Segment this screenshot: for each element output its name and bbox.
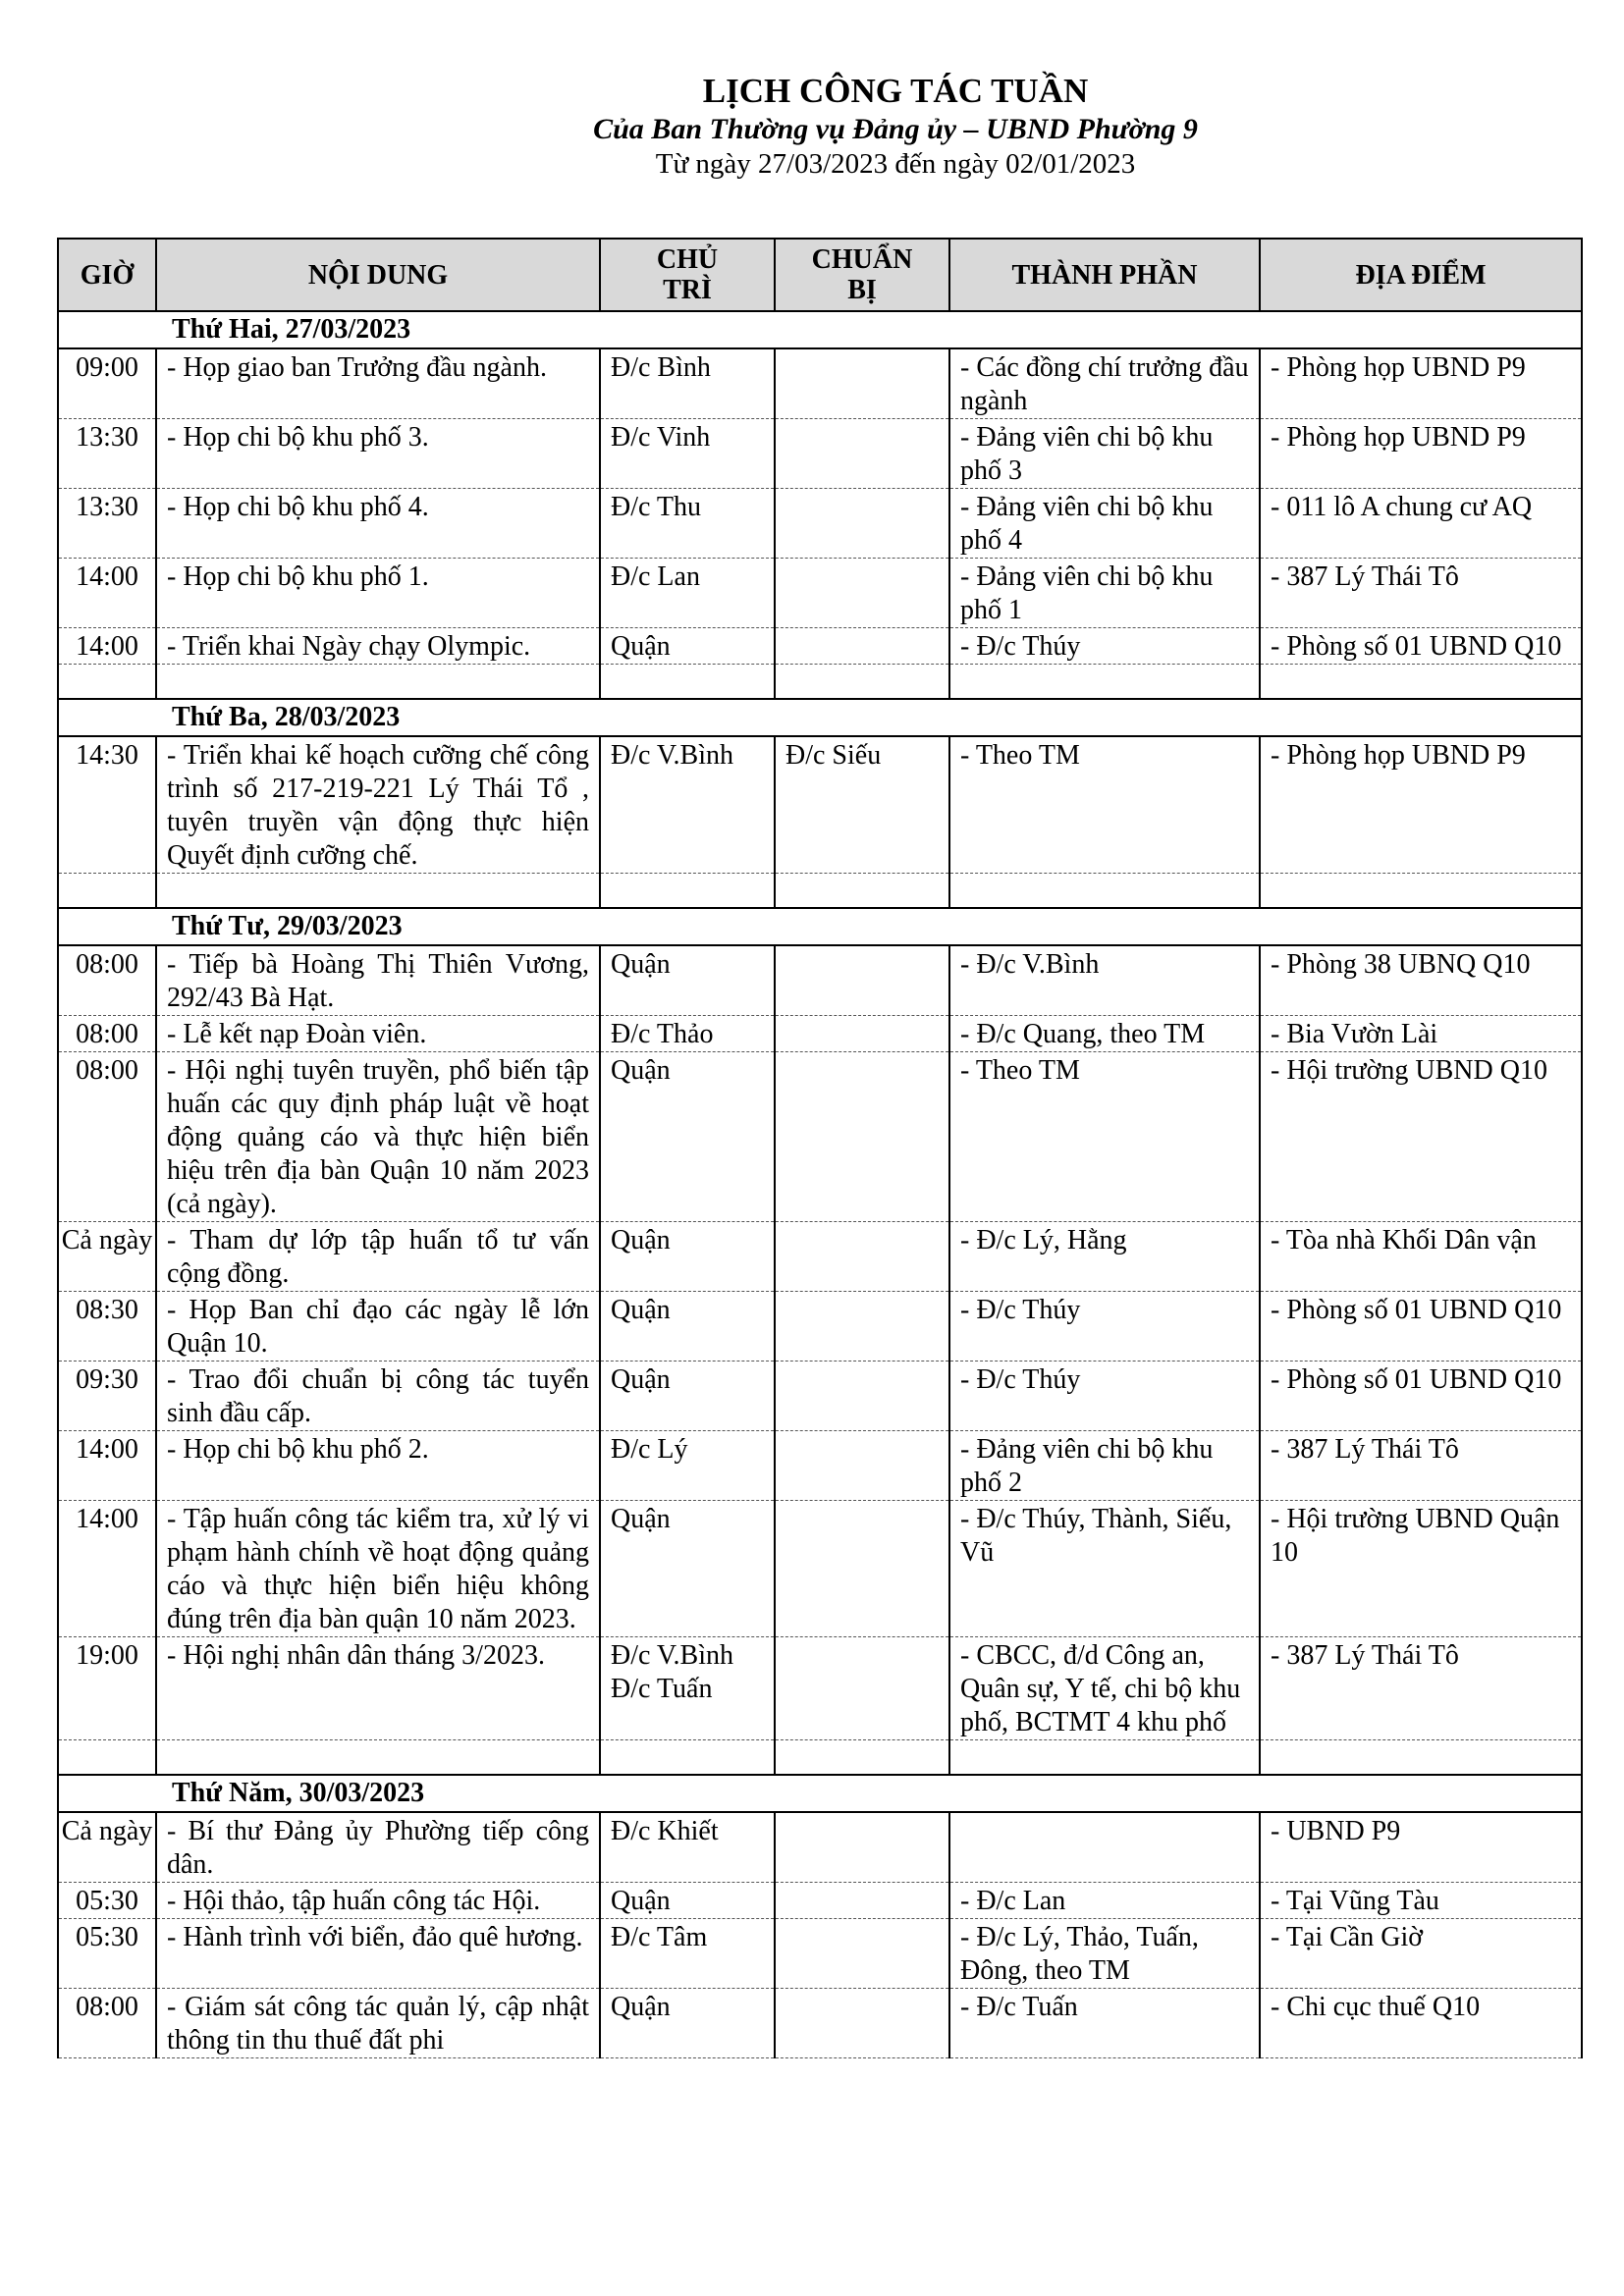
table-row xyxy=(58,489,1582,559)
chair-cell: Đ/c Vinh xyxy=(600,419,775,489)
empty-cell xyxy=(600,1740,775,1776)
chair-cell: Quận xyxy=(600,945,775,1016)
table-row xyxy=(58,1292,1582,1362)
day-label: Thứ Tư, 29/03/2023 xyxy=(58,908,1582,945)
column-header-prep xyxy=(775,239,949,311)
prep-cell xyxy=(775,945,949,1016)
document-title: LỊCH CÔNG TÁC TUẦN xyxy=(702,72,1089,110)
document-subtitle: Của Ban Thường vụ Đảng ủy – UBND Phường 9 xyxy=(593,113,1198,145)
prep-cell xyxy=(775,1431,949,1501)
empty-cell xyxy=(58,665,156,700)
table-row xyxy=(58,736,1582,874)
chair-cell: Đ/c Khiết xyxy=(600,1812,775,1883)
time-cell: 14:00 xyxy=(58,1431,156,1501)
location-cell: - 387 Lý Thái Tô xyxy=(1260,1637,1582,1740)
empty-row xyxy=(58,874,1582,909)
participants-cell: - Đảng viên chi bộ khu phố 2 xyxy=(949,1431,1260,1501)
table-row xyxy=(58,1989,1582,2058)
participants-cell: - Đ/c Thúy xyxy=(949,1362,1260,1431)
time-cell: 08:00 xyxy=(58,1989,156,2058)
content-cell: - Hội nghị tuyên truyền, phổ biến tập huấn các quy định pháp luật về hoạt động quảng cáo và thực hiện biển hiệu trên địa bàn Quận 10 năm 2023 (cả ngày). xyxy=(156,1052,600,1222)
time-cell: Cả ngày xyxy=(58,1812,156,1883)
column-header-location: ĐỊA ĐIỂM xyxy=(1260,239,1582,311)
content-cell: - Triển khai kế hoạch cưỡng chế công trình số 217-219-221 Lý Thái Tổ , tuyên truyền vận động thực hiện Quyết định cưỡng chế. xyxy=(156,736,600,874)
prep-cell xyxy=(775,1052,949,1222)
table-row xyxy=(58,1431,1582,1501)
schedule-table xyxy=(57,238,1583,2058)
empty-cell xyxy=(1260,1740,1582,1776)
prep-cell xyxy=(775,1637,949,1740)
participants-cell: - Đ/c Thúy, Thành, Siếu, Vũ xyxy=(949,1501,1260,1637)
content-cell: - Hành trình với biển, đảo quê hương. xyxy=(156,1919,600,1989)
location-cell: - Chi cục thuế Q10 xyxy=(1260,1989,1582,2058)
participants-cell: - Đ/c Tuấn xyxy=(949,1989,1260,2058)
date-range: Từ ngày 27/03/2023 đến ngày 02/01/2023 xyxy=(655,148,1136,180)
prep-cell xyxy=(775,628,949,665)
content-cell: - Tiếp bà Hoàng Thị Thiên Vương, 292/43 Bà Hạt. xyxy=(156,945,600,1016)
participants-cell: - Đảng viên chi bộ khu phố 3 xyxy=(949,419,1260,489)
participants-cell: - Đảng viên chi bộ khu phố 4 xyxy=(949,489,1260,559)
time-cell: 13:30 xyxy=(58,419,156,489)
chair-cell: Quận xyxy=(600,1501,775,1637)
prep-cell xyxy=(775,1362,949,1431)
empty-cell xyxy=(58,874,156,909)
content-cell: - Hội thảo, tập huấn công tác Hội. xyxy=(156,1883,600,1919)
table-row xyxy=(58,1501,1582,1637)
participants-cell: - CBCC, đ/d Công an, Quân sự, Y tế, chi bộ khu phố, BCTMT 4 khu phố xyxy=(949,1637,1260,1740)
column-header-time: GIỜ xyxy=(58,239,156,311)
empty-cell xyxy=(156,874,600,909)
location-cell: - Phòng số 01 UBND Q10 xyxy=(1260,1362,1582,1431)
participants-cell: - Theo TM xyxy=(949,1052,1260,1222)
prep-cell xyxy=(775,348,949,419)
prep-cell xyxy=(775,1501,949,1637)
table-row xyxy=(58,559,1582,628)
table-row xyxy=(58,1637,1582,1740)
time-cell: 14:00 xyxy=(58,628,156,665)
location-cell: - 387 Lý Thái Tô xyxy=(1260,559,1582,628)
prep-cell xyxy=(775,1222,949,1292)
time-cell: 05:30 xyxy=(58,1919,156,1989)
day-header-row xyxy=(58,699,1582,736)
participants-cell: - Các đồng chí trưởng đầu ngành xyxy=(949,348,1260,419)
participants-cell: - Đ/c Quang, theo TM xyxy=(949,1016,1260,1052)
participants-cell: - Theo TM xyxy=(949,736,1260,874)
table-row xyxy=(58,348,1582,419)
content-cell: - Họp Ban chỉ đạo các ngày lễ lớn Quận 10. xyxy=(156,1292,600,1362)
content-cell: - Tập huấn công tác kiểm tra, xử lý vi phạm hành chính về hoạt động quảng cáo và thực hiện biển hiệu không đúng trên địa bàn quận 10 năm 2023. xyxy=(156,1501,600,1637)
chair-cell: Quận xyxy=(600,1989,775,2058)
empty-cell xyxy=(156,1740,600,1776)
chair-cell: Đ/c V.Bình Đ/c Tuấn xyxy=(600,1637,775,1740)
location-cell: - Phòng số 01 UBND Q10 xyxy=(1260,1292,1582,1362)
chair-cell: Đ/c Thu xyxy=(600,489,775,559)
table-row xyxy=(58,628,1582,665)
time-cell: 09:30 xyxy=(58,1362,156,1431)
empty-row xyxy=(58,1740,1582,1776)
participants-cell xyxy=(949,1812,1260,1883)
time-cell: 14:30 xyxy=(58,736,156,874)
chair-cell: Quận xyxy=(600,1222,775,1292)
chair-cell: Đ/c Tâm xyxy=(600,1919,775,1989)
location-cell: - Tại Vũng Tàu xyxy=(1260,1883,1582,1919)
empty-cell xyxy=(949,874,1260,909)
chair-cell: Đ/c Bình xyxy=(600,348,775,419)
table-row xyxy=(58,419,1582,489)
table-row xyxy=(58,1883,1582,1919)
prep-cell xyxy=(775,419,949,489)
empty-cell xyxy=(58,1740,156,1776)
table-row xyxy=(58,945,1582,1016)
participants-cell: - Đ/c Thúy xyxy=(949,1292,1260,1362)
time-cell: 14:00 xyxy=(58,1501,156,1637)
time-cell: Cả ngày xyxy=(58,1222,156,1292)
location-cell: - Phòng họp UBND P9 xyxy=(1260,348,1582,419)
prep-cell xyxy=(775,489,949,559)
content-cell: - Họp chi bộ khu phố 1. xyxy=(156,559,600,628)
time-cell: 14:00 xyxy=(58,559,156,628)
content-cell: - Triển khai Ngày chạy Olympic. xyxy=(156,628,600,665)
column-header-content: NỘI DUNG xyxy=(156,239,600,311)
chair-cell: Quận xyxy=(600,1362,775,1431)
time-cell: 08:00 xyxy=(58,945,156,1016)
empty-cell xyxy=(600,874,775,909)
empty-cell xyxy=(1260,874,1582,909)
day-label: Thứ Năm, 30/03/2023 xyxy=(58,1775,1582,1812)
day-header-row xyxy=(58,311,1582,348)
location-cell: - Tòa nhà Khối Dân vận xyxy=(1260,1222,1582,1292)
location-cell: - UBND P9 xyxy=(1260,1812,1582,1883)
empty-cell xyxy=(600,665,775,700)
participants-cell: - Đ/c Lan xyxy=(949,1883,1260,1919)
column-header-prep-label: CHUẨN BỊ xyxy=(811,244,913,305)
empty-row xyxy=(58,665,1582,700)
chair-cell: Quận xyxy=(600,1883,775,1919)
participants-cell: - Đ/c V.Bình xyxy=(949,945,1260,1016)
table-row xyxy=(58,1016,1582,1052)
time-cell: 08:30 xyxy=(58,1292,156,1362)
content-cell: - Họp chi bộ khu phố 2. xyxy=(156,1431,600,1501)
time-cell: 09:00 xyxy=(58,348,156,419)
time-cell: 13:30 xyxy=(58,489,156,559)
empty-cell xyxy=(775,665,949,700)
prep-cell: Đ/c Siếu xyxy=(775,736,949,874)
prep-cell xyxy=(775,1989,949,2058)
location-cell: - Phòng họp UBND P9 xyxy=(1260,736,1582,874)
prep-cell xyxy=(775,1292,949,1362)
content-cell: - Tham dự lớp tập huấn tổ tư vấn cộng đồng. xyxy=(156,1222,600,1292)
prep-cell xyxy=(775,559,949,628)
table-row xyxy=(58,1052,1582,1222)
day-label: Thứ Ba, 28/03/2023 xyxy=(58,699,1582,736)
content-cell: - Hội nghị nhân dân tháng 3/2023. xyxy=(156,1637,600,1740)
content-cell: - Họp chi bộ khu phố 4. xyxy=(156,489,600,559)
time-cell: 05:30 xyxy=(58,1883,156,1919)
empty-cell xyxy=(949,665,1260,700)
content-cell: - Lễ kết nạp Đoàn viên. xyxy=(156,1016,600,1052)
location-cell: - Hội trường UBND Quận 10 xyxy=(1260,1501,1582,1637)
empty-cell xyxy=(949,1740,1260,1776)
participants-cell: - Đ/c Lý, Hằng xyxy=(949,1222,1260,1292)
table-header xyxy=(58,239,1582,311)
table-row xyxy=(58,1362,1582,1431)
content-cell: - Giám sát công tác quản lý, cập nhật thông tin thu thuế đất phi xyxy=(156,1989,600,2058)
content-cell: - Bí thư Đảng ủy Phường tiếp công dân. xyxy=(156,1812,600,1883)
day-label: Thứ Hai, 27/03/2023 xyxy=(58,311,1582,348)
chair-cell: Đ/c V.Bình xyxy=(600,736,775,874)
content-cell: - Họp chi bộ khu phố 3. xyxy=(156,419,600,489)
chair-cell: Đ/c Lan xyxy=(600,559,775,628)
empty-cell xyxy=(156,665,600,700)
column-header-chair-label: CHỦ TRÌ xyxy=(656,244,719,305)
time-cell: 08:00 xyxy=(58,1052,156,1222)
participants-cell: - Đảng viên chi bộ khu phố 1 xyxy=(949,559,1260,628)
time-cell: 08:00 xyxy=(58,1016,156,1052)
day-header-row xyxy=(58,1775,1582,1812)
content-cell: - Trao đổi chuẩn bị công tác tuyển sinh đầu cấp. xyxy=(156,1362,600,1431)
table-row xyxy=(58,1222,1582,1292)
participants-cell: - Đ/c Lý, Thảo, Tuấn, Đông, theo TM xyxy=(949,1919,1260,1989)
chair-cell: Quận xyxy=(600,1052,775,1222)
location-cell: - Phòng họp UBND P9 xyxy=(1260,419,1582,489)
location-cell: - Phòng 38 UBNQ Q10 xyxy=(1260,945,1582,1016)
column-header-participants: THÀNH PHẦN xyxy=(949,239,1260,311)
chair-cell: Quận xyxy=(600,1292,775,1362)
day-header-row xyxy=(58,908,1582,945)
schedule-body xyxy=(58,311,1582,2058)
location-cell: - Tại Cần Giờ xyxy=(1260,1919,1582,1989)
chair-cell: Đ/c Lý xyxy=(600,1431,775,1501)
chair-cell: Quận xyxy=(600,628,775,665)
time-cell: 19:00 xyxy=(58,1637,156,1740)
location-cell: - Phòng số 01 UBND Q10 xyxy=(1260,628,1582,665)
content-cell: - Họp giao ban Trưởng đầu ngành. xyxy=(156,348,600,419)
location-cell: - Hội trường UBND Q10 xyxy=(1260,1052,1582,1222)
table-row xyxy=(58,1919,1582,1989)
location-cell: - Bia Vườn Lài xyxy=(1260,1016,1582,1052)
location-cell: - 387 Lý Thái Tô xyxy=(1260,1431,1582,1501)
table-row xyxy=(58,1812,1582,1883)
empty-cell xyxy=(775,1740,949,1776)
prep-cell xyxy=(775,1883,949,1919)
empty-cell xyxy=(1260,665,1582,700)
prep-cell xyxy=(775,1812,949,1883)
column-header-chair xyxy=(600,239,775,311)
chair-cell: Đ/c Thảo xyxy=(600,1016,775,1052)
location-cell: - 011 lô A chung cư AQ xyxy=(1260,489,1582,559)
empty-cell xyxy=(775,874,949,909)
prep-cell xyxy=(775,1016,949,1052)
prep-cell xyxy=(775,1919,949,1989)
document-header xyxy=(0,71,1624,182)
participants-cell: - Đ/c Thúy xyxy=(949,628,1260,665)
